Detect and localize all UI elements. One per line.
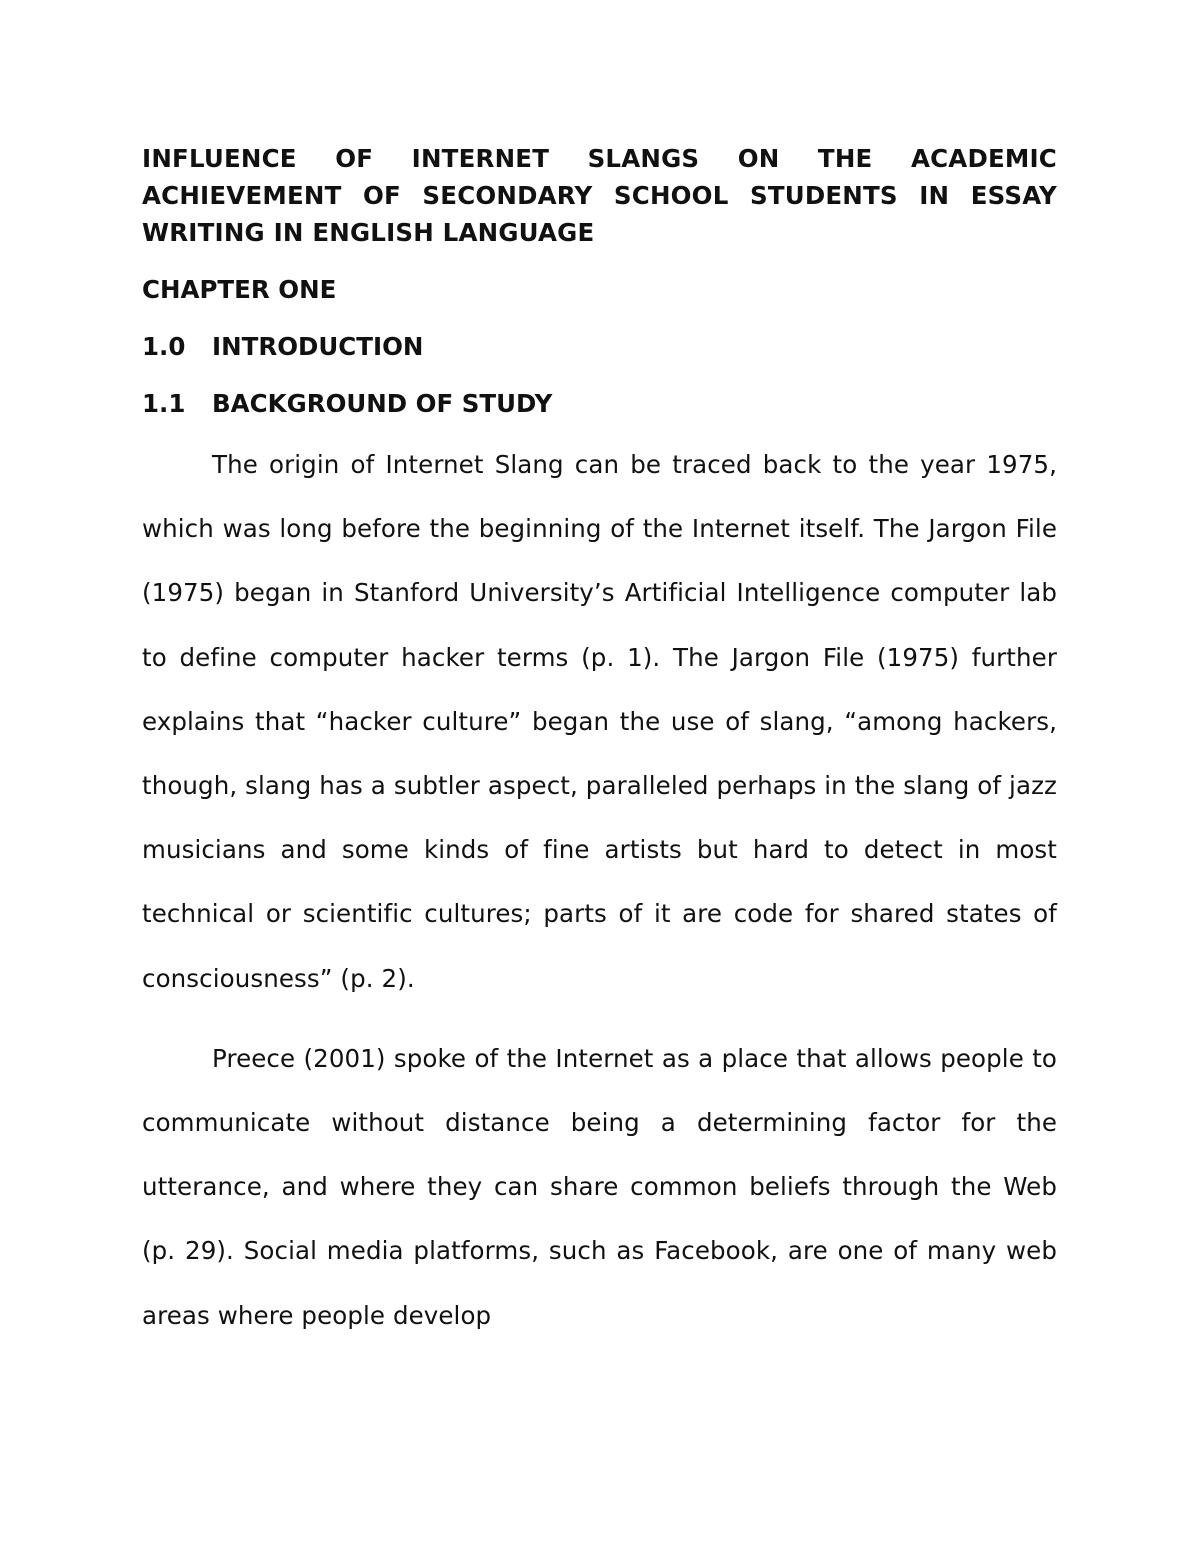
section-title: BACKGROUND OF STUDY	[212, 389, 553, 418]
section-heading-background	[142, 385, 1057, 422]
chapter-heading: CHAPTER ONE	[142, 275, 337, 304]
section-number: 1.1	[142, 389, 186, 418]
body-paragraph: The origin of Internet Slang can be traced back to the year 1975, which was long before the beginning of the Internet itself. The Jargon File (1975) began in Stanford University’s Artificial Intelligence computer lab to define computer hacker terms (p. 1). The Jargon File (1975) further explains that “hacker culture” began the use of slang, “among hackers, though, slang has a subtler aspect, paralleled perhaps in the slang of jazz musicians and some kinds of fine artists but hard to detect in most technical or scientific cultures; parts of it are code for shared states of consciousness” (p. 2).	[142, 450, 1057, 993]
section-heading-introduction	[142, 328, 1057, 365]
section-title: INTRODUCTION	[212, 332, 424, 361]
document-page	[142, 140, 1057, 1348]
document-title: INFLUENCE OF INTERNET SLANGS ON THE ACADEMIC ACHIEVEMENT OF SECONDARY SCHOOL STUDENTS IN ESSAY WRITING IN ENGLISH LANGUAGE	[142, 144, 1057, 247]
section-number: 1.0	[142, 332, 186, 361]
body-paragraph: Preece (2001) spoke of the Internet as a place that allows people to communicate without distance being a determining factor for the utterance, and where they can share common beliefs through the Web (p. 29). Social media platforms, such as Facebook, are one of many web areas where people develop	[142, 1043, 1057, 1330]
